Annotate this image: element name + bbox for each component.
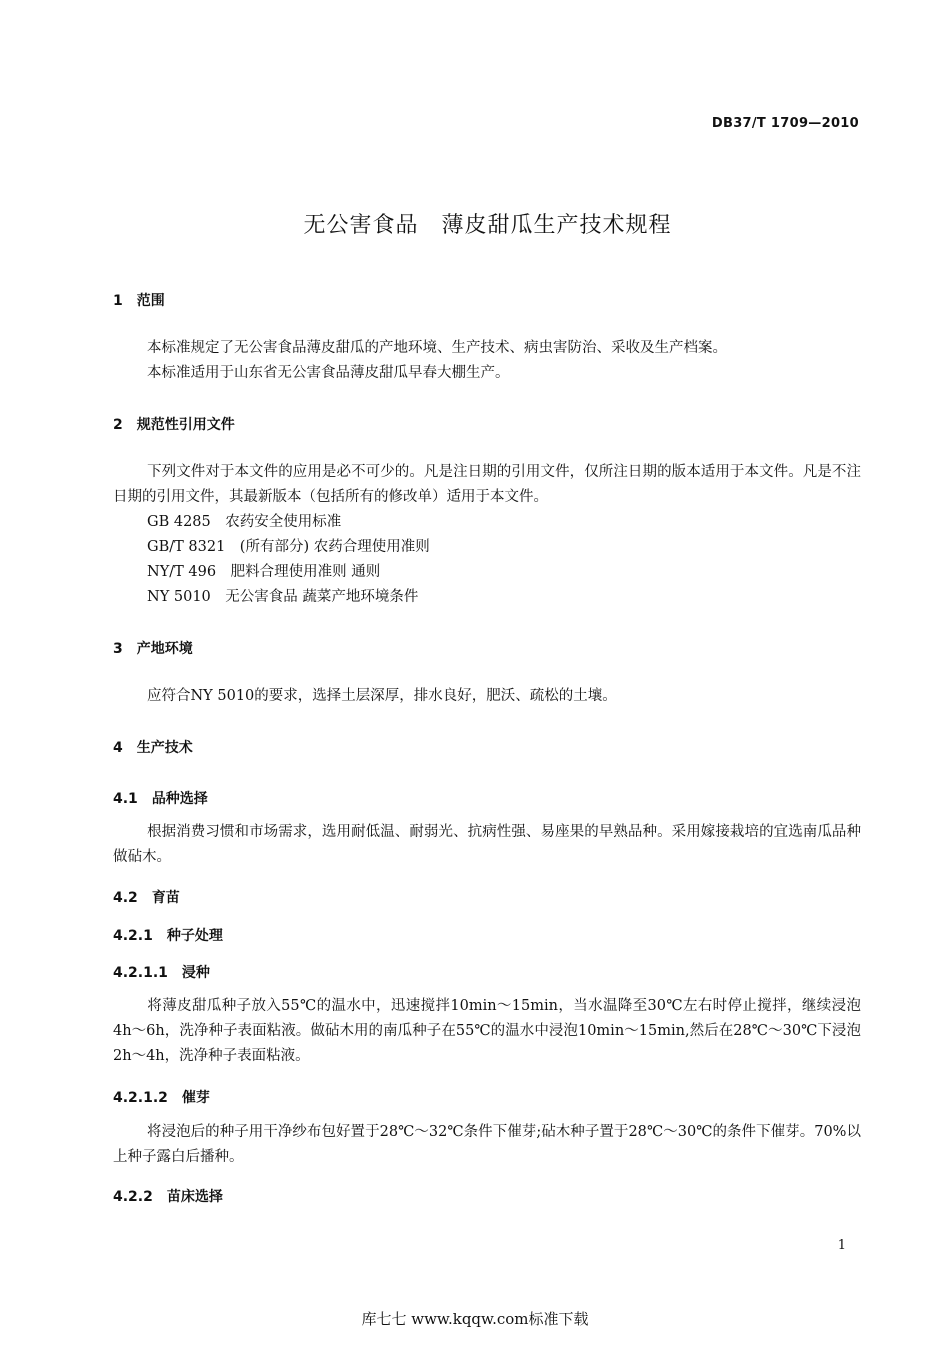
reference-item: NY 5010 无公害食品 蔬菜产地环境条件 <box>147 589 419 605</box>
section-title: 苗床选择 <box>166 1189 223 1205</box>
section-title: 规范性引用文件 <box>136 417 235 433</box>
paragraph: 应符合NY 5010的要求，选择土层深厚，排水良好，肥沃、疏松的土壤。 <box>147 688 617 704</box>
section-number: 2 <box>113 417 123 433</box>
section-title: 育苗 <box>151 890 180 906</box>
subsection-heading <box>113 887 180 907</box>
section-heading <box>113 638 193 658</box>
section-number: 4.1 <box>113 791 138 807</box>
section-number: 1 <box>113 293 123 309</box>
reference-item: GB/T 8321 (所有部分) 农药合理使用准则 <box>147 539 430 555</box>
section-number: 4.2.2 <box>113 1189 153 1205</box>
section-title: 品种选择 <box>151 791 208 807</box>
paragraph: 下列文件对于本文件的应用是必不可少的。凡是注日期的引用文件，仅所注日期的版本适用于本文件。凡是不注日期的引用文件，其最新版本（包括所有的修改单）适用于本文件。 <box>113 464 861 505</box>
subsection-heading <box>113 925 223 945</box>
paragraph: 将浸泡后的种子用干净纱布包好置于28℃～32℃条件下催芽;砧木种子置于28℃～30℃的条件下催芽。70%以上种子露白后播种。 <box>113 1124 861 1165</box>
reference-item: NY/T 496 肥料合理使用准则 通则 <box>147 564 381 580</box>
document-title: 无公害食品 薄皮甜瓜生产技术规程 <box>303 213 672 238</box>
footer-watermark: 库七七 www.kqqw.com标准下载 <box>361 1310 589 1328</box>
page-number: 1 <box>837 1238 846 1253</box>
paragraph: 本标准规定了无公害食品薄皮甜瓜的产地环境、生产技术、病虫害防治、采收及生产档案。 <box>147 340 727 356</box>
subsection-heading <box>113 962 210 982</box>
section-heading <box>113 290 165 310</box>
subsection-heading <box>113 1087 210 1107</box>
section-number: 4 <box>113 740 123 756</box>
paragraph: 根据消费习惯和市场需求，选用耐低温、耐弱光、抗病性强、易座果的早熟品种。采用嫁接栽培的宜选南瓜品种做砧木。 <box>113 824 861 865</box>
section-number: 3 <box>113 641 123 657</box>
section-title: 催芽 <box>181 1090 210 1106</box>
document-code: DB37/T 1709—2010 <box>711 116 859 131</box>
section-heading <box>113 414 235 434</box>
section-title: 种子处理 <box>166 928 223 944</box>
section-title: 范围 <box>136 293 165 309</box>
section-number: 4.2.1 <box>113 928 153 944</box>
section-number: 4.2.1.1 <box>113 965 168 981</box>
section-number: 4.2 <box>113 890 138 906</box>
section-heading <box>113 737 193 757</box>
paragraph: 将薄皮甜瓜种子放入55℃的温水中，迅速搅拌10min～15min，当水温降至30℃左右时停止搅拌，继续浸泡4h～6h，洗净种子表面粘液。做砧木用的南瓜种子在55℃的温水中浸泡10min～15min,然后在28℃～30℃下浸泡2h～4h，洗净种子表面粘液。 <box>113 998 861 1064</box>
subsection-heading <box>113 1186 223 1206</box>
subsection-heading <box>113 788 208 808</box>
section-title: 生产技术 <box>136 740 193 756</box>
paragraph: 本标准适用于山东省无公害食品薄皮甜瓜早春大棚生产。 <box>147 365 510 381</box>
reference-item: GB 4285 农药安全使用标准 <box>147 514 342 530</box>
section-number: 4.2.1.2 <box>113 1090 168 1106</box>
section-title: 浸种 <box>181 965 210 981</box>
section-title: 产地环境 <box>136 641 193 657</box>
